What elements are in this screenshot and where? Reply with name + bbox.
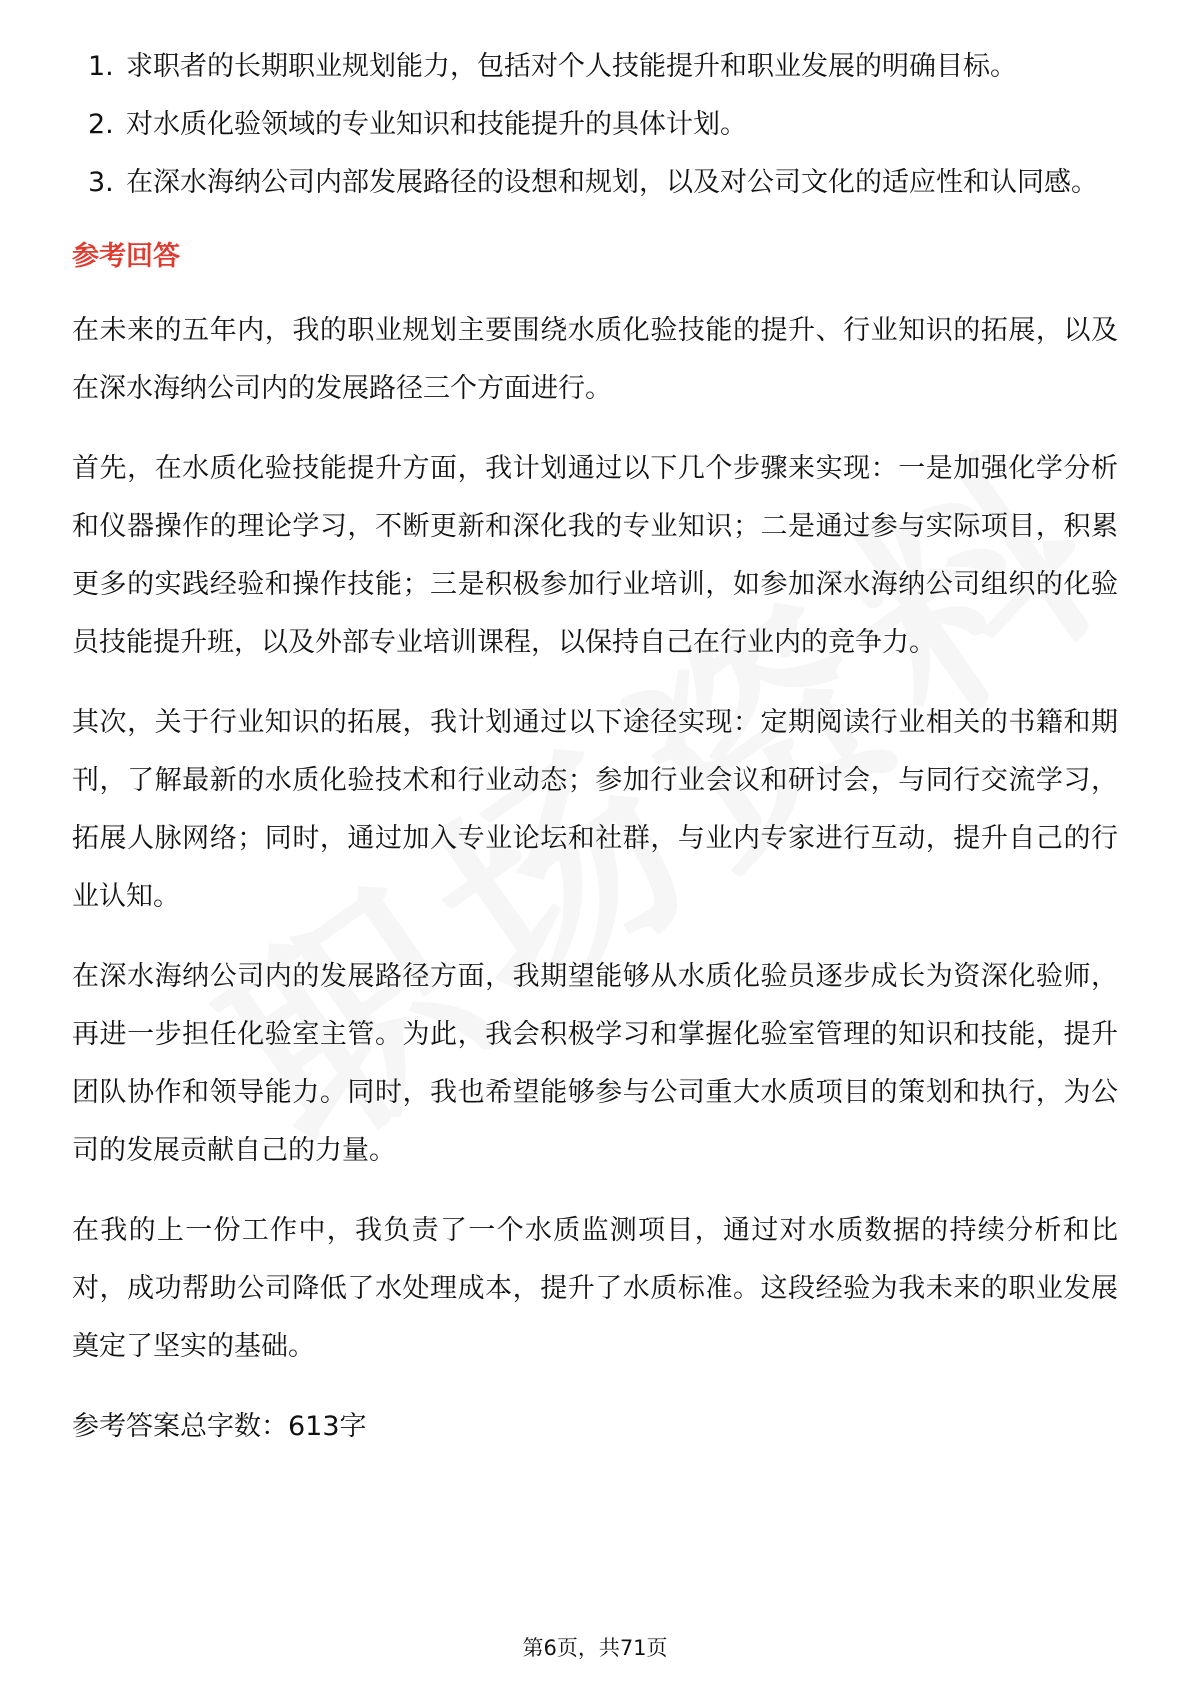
list-item [72,38,1118,96]
answer-paragraph: 在深水海纳公司内的发展路径方面，我期望能够从水质化验员逐步成长为资深化验师，再进一步担任化验室主管。为此，我会积极学习和掌握化验室管理的知识和技能，提升团队协作和领导能力。同时，我也希望能够参与公司重大水质项目的策划和执行，为公司的发展贡献自己的力量。 [72,961,1118,1166]
answer-paragraph: 首先，在水质化验技能提升方面，我计划通过以下几个步骤来实现：一是加强化学分析和仪器操作的理论学习，不断更新和深化我的专业知识；二是通过参与实际项目，积累更多的实践经验和操作技能；三是积极参加行业培训，如参加深水海纳公司组织的化验员技能提升班，以及外部专业培训课程，以保持自己在行业内的竞争力。 [72,453,1118,658]
list-number: 1. [88,51,114,82]
answer-paragraph: 在未来的五年内，我的职业规划主要围绕水质化验技能的提升、行业知识的拓展，以及在深水海纳公司内的发展路径三个方面进行。 [72,315,1118,404]
list-number: 3. [88,167,114,198]
list-item [72,96,1118,154]
criteria-list [72,38,1118,212]
answer-paragraph: 在我的上一份工作中，我负责了一个水质监测项目，通过对水质数据的持续分析和比对，成功帮助公司降低了水处理成本，提升了水质标准。这段经验为我未来的职业发展奠定了坚实的基础。 [72,1215,1118,1362]
document-body [72,38,1118,1456]
answer-paragraph: 其次，关于行业知识的拓展，我计划通过以下途径实现：定期阅读行业相关的书籍和期刊，了解最新的水质化验技术和行业动态；参加行业会议和研讨会，与同行交流学习，拓展人脉网络；同时，通过加入专业论坛和社群，与业内专家进行互动，提升自己的行业认知。 [72,707,1118,912]
list-text: 在深水海纳公司内部发展路径的设想和规划，以及对公司文化的适应性和认同感。 [126,167,1098,198]
section-title: 参考回答 [72,241,180,272]
page-footer: 第6页，共71页 [522,1636,668,1660]
list-text: 对水质化验领域的专业知识和技能提升的具体计划。 [126,109,747,140]
word-count: 参考答案总字数：613字 [72,1411,367,1442]
list-number: 2. [88,109,114,140]
list-text: 求职者的长期职业规划能力，包括对个人技能提升和职业发展的明确目标。 [126,51,1017,82]
list-item [72,154,1118,212]
